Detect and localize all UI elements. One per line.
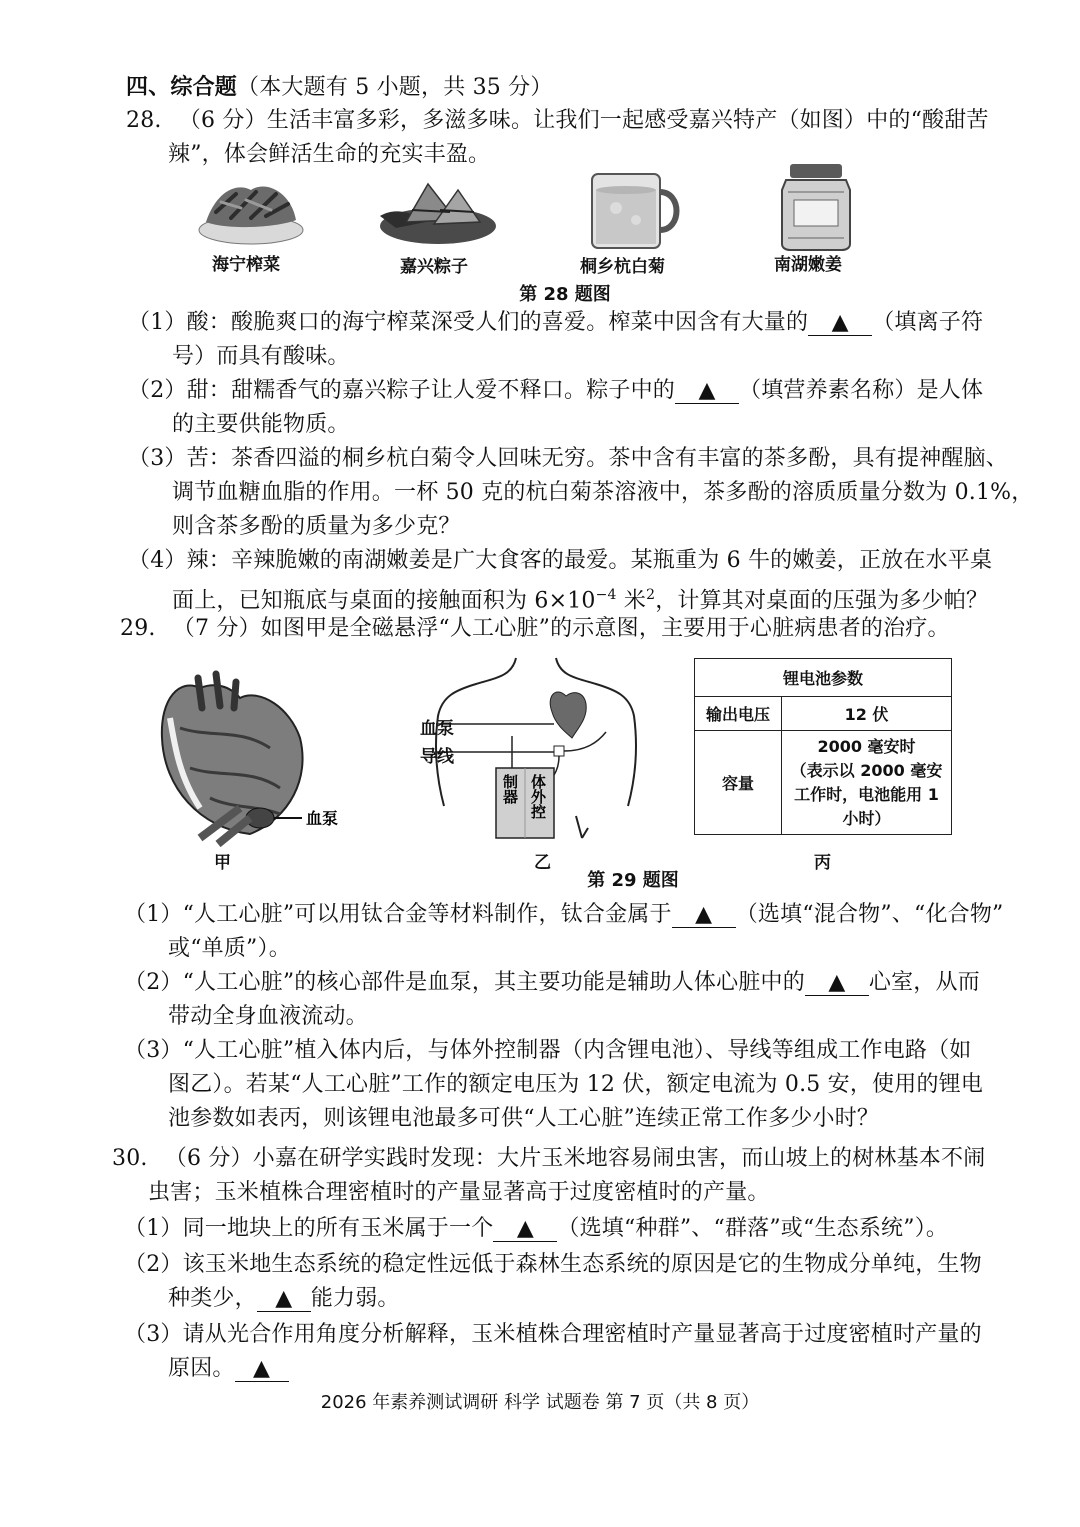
q29-sub1-line2: 或“单质”）。 bbox=[168, 936, 291, 961]
q29-sub1-line1: （1）“人工心脏”可以用钛合金等材料制作，钛合金属于 ▲ （选填“混合物”、“化合物” bbox=[124, 902, 1004, 927]
capacity-value: 2000 毫安时 （表示以 2000 毫安 工作时，电池能用 1 小时） bbox=[782, 731, 952, 835]
body-wire-label: 导线 bbox=[420, 747, 454, 767]
food-label-zhacai: 海宁榨菜 bbox=[212, 255, 280, 275]
heart-pump-label: 血泵 bbox=[306, 809, 339, 828]
answer-blank: ▲ bbox=[675, 379, 739, 404]
section-header bbox=[126, 72, 553, 103]
q28-sub2-line2: 的主要供能物质。 bbox=[172, 412, 350, 437]
q30-number: 30. bbox=[112, 1146, 148, 1171]
page-footer: 2026 年素养测试调研 科学 试题卷 第 7 页（共 8 页） bbox=[320, 1392, 760, 1413]
figure-label-bing: 丙 bbox=[814, 853, 831, 873]
q29-sub3-line1: （3）“人工心脏”植入体内后，与体外控制器（内含锂电池）、导线等组成工作电路（如 bbox=[124, 1038, 972, 1063]
answer-blank: ▲ bbox=[235, 1357, 289, 1382]
ginger-jar-image bbox=[776, 160, 856, 252]
food-label-chrysanthemum: 桐乡杭白菊 bbox=[580, 257, 665, 277]
q28-intro-line1: 28. （6 分）生活丰富多彩，多滋多味。让我们一起感受嘉兴特产（如图）中的“酸甜苦 bbox=[126, 108, 989, 133]
section-title: 四、综合题 bbox=[126, 74, 238, 100]
figure-label-jia: 甲 bbox=[214, 853, 231, 873]
answer-blank: ▲ bbox=[805, 971, 869, 996]
q28-figure-caption: 第 28 题图 bbox=[519, 284, 611, 305]
answer-blank: ▲ bbox=[672, 903, 736, 928]
q30-sub3-line2: 原因。 ▲ bbox=[168, 1354, 289, 1384]
q28-sub1-line2: 号）而具有酸味。 bbox=[172, 344, 350, 369]
heart-pump-figure bbox=[140, 668, 360, 848]
capacity-label: 容量 bbox=[695, 731, 782, 835]
q28-sub2-line1: （2）甜：甜糯香气的嘉兴粽子让人爱不释口。粽子中的 ▲ （填营养素名称）是人体 bbox=[128, 378, 984, 403]
controller-label-right: 体外控 bbox=[529, 774, 547, 819]
q29-intro: 29. （7 分）如图甲是全磁悬浮“人工心脏”的示意图，主要用于心脏病患者的治疗。 bbox=[120, 616, 950, 641]
food-label-zongzi: 嘉兴粽子 bbox=[400, 257, 468, 277]
tea-cup-image bbox=[586, 168, 686, 254]
zhacai-image bbox=[196, 172, 306, 248]
q29-sub3-line2: 图乙）。若某“人工心脏”工作的额定电压为 12 伏，额定电流为 0.5 安，使用的锂电 bbox=[168, 1072, 984, 1097]
q29-sub3-line3: 池参数如表丙，则该锂电池最多可供“人工心脏”连续正常工作多少小时？ bbox=[168, 1106, 880, 1131]
voltage-value: 12 伏 bbox=[782, 697, 952, 731]
q28-sub1-line1: （1）酸：酸脆爽口的海宁榨菜深受人们的喜爱。榨菜中因含有大量的 ▲ （填离子符 bbox=[128, 310, 984, 335]
zongzi-image bbox=[376, 176, 496, 248]
controller-label-left: 制器 bbox=[501, 774, 519, 804]
answer-blank: ▲ bbox=[257, 1287, 311, 1312]
voltage-label: 输出电压 bbox=[695, 697, 782, 731]
answer-blank: ▲ bbox=[493, 1217, 557, 1242]
q30-sub2-line1: （2）该玉米地生态系统的稳定性远低于森林生态系统的原因是它的生物成分单纯，生物 bbox=[124, 1252, 982, 1277]
q30-sub2-line2: 种类少， ▲ 能力弱。 bbox=[168, 1286, 400, 1311]
food-label-ginger: 南湖嫩姜 bbox=[774, 255, 842, 275]
q28-sub4-line1: （4）辣：辛辣脆嫩的南湖嫩姜是广大食客的最爱。某瓶重为 6 牛的嫩姜，正放在水平桌 bbox=[128, 548, 993, 573]
battery-table-title: 锂电池参数 bbox=[695, 659, 952, 697]
body-pump-label: 血泵 bbox=[420, 719, 454, 739]
battery-parameter-table bbox=[694, 658, 952, 835]
q28-sub3-line1: （3）苦：茶香四溢的桐乡杭白菊令人回味无穷。茶中含有丰富的茶多酚，具有提神醒脑、 bbox=[128, 446, 1008, 471]
q30-intro-line1: 30. （6 分）小嘉在研学实践时发现：大片玉米地容易闹虫害，而山坡上的树林基本不闹 bbox=[112, 1146, 986, 1171]
figure-label-yi: 乙 bbox=[534, 853, 551, 873]
q29-sub2-line1: （2）“人工心脏”的核心部件是血泵，其主要功能是辅助人体心脏中的 ▲ 心室，从而 bbox=[124, 970, 980, 995]
q30-intro-line2: 虫害；玉米植株合理密植时的产量显著高于过度密植时的产量。 bbox=[148, 1180, 770, 1205]
q29-sub2-line2: 带动全身血液流动。 bbox=[168, 1004, 368, 1029]
q28-sub4-line2: 面上，已知瓶底与桌面的接触面积为 $6\times 10^{-4}$ 米$^2$，计算其对桌面的压强为多少帕？ bbox=[172, 587, 989, 614]
q30-sub1-line1: （1）同一地块上的所有玉米属于一个 ▲ （选填“种群”、“群落”或“生态系统”）。 bbox=[124, 1216, 949, 1241]
q29-figure-caption: 第 29 题图 bbox=[587, 870, 679, 891]
answer-blank: ▲ bbox=[808, 311, 872, 336]
q30-sub3-line1: （3）请从光合作用角度分析解释，玉米植株合理密植时产量显著高于过度密植时产量的 bbox=[124, 1322, 982, 1347]
q29-number: 29. bbox=[120, 616, 156, 641]
section-note: （本大题有 5 小题，共 35 分） bbox=[237, 75, 553, 100]
q28-sub3-line2: 调节血糖血脂的作用。一杯 50 克的杭白菊茶溶液中，茶多酚的溶质质量分数为 0.1%， bbox=[172, 480, 1034, 505]
q28-intro-line2: 辣”，体会鲜活生命的充实丰盈。 bbox=[168, 142, 491, 167]
q28-sub3-line3: 则含茶多酚的质量为多少克？ bbox=[172, 514, 461, 539]
q28-number: 28. bbox=[126, 108, 162, 133]
